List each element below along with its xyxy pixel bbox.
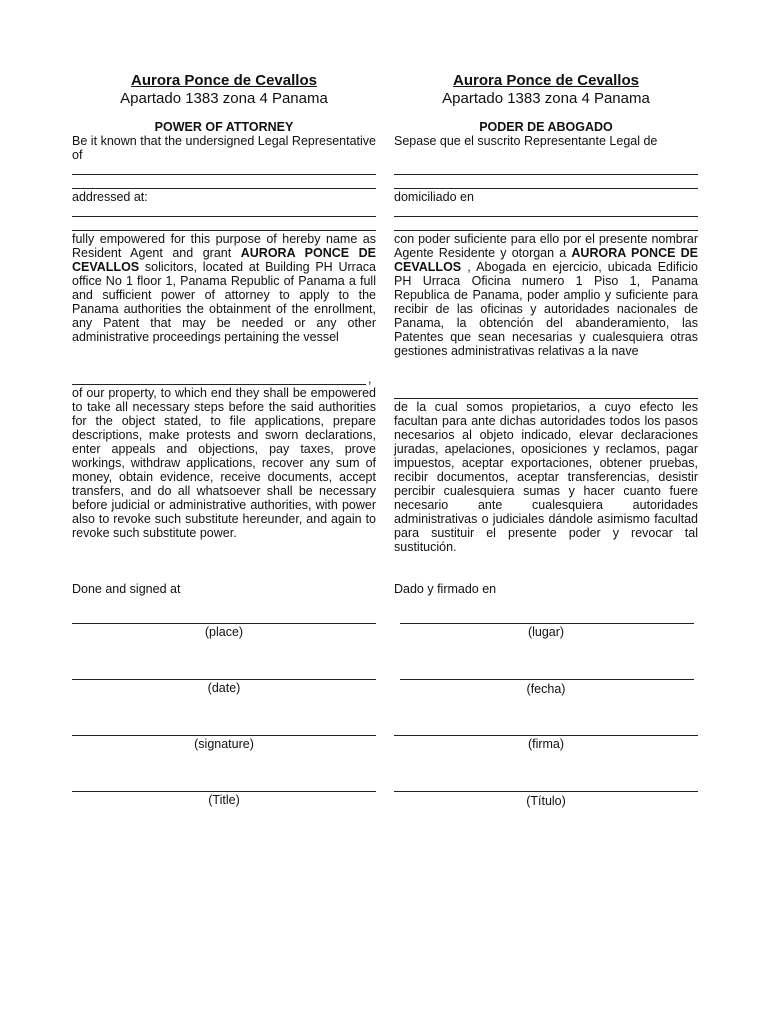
date-label: (date) [207, 681, 241, 695]
date-line [72, 679, 376, 680]
signature-label: (signature) [194, 737, 254, 751]
place-line-es [400, 623, 694, 624]
date-line-es [400, 679, 694, 680]
agent-name-es: AURORA PONCE DE CEVALLOS [394, 246, 698, 274]
place-line [72, 623, 376, 624]
document-title-es: PODER DE ABOGADO [479, 120, 613, 134]
blank-line-vessel-es [394, 398, 698, 399]
blank-line-address-es-2 [394, 230, 698, 231]
blank-line-address-es [394, 216, 698, 217]
body-paragraph-2-es: de la cual somos propietarios, a cuyo efecto les facultan para ante dichas autoridades todos los pasos necesarios al objeto indicado, elevar declaraciones juradas, apelaciones, oposiciones y reclamos, pagar impuestos, aceptar exportaciones, obtener pruebas, recibir documentos, aceptar transferencias, desistir percibir cualesquiera sumas y hacer cuanto fuere necesario ante cualesquiera autoridades administrativas o judiciales dándole asimismo facultad para sustituir el presente poder y revocar tal sustitución. [394, 400, 698, 554]
blank-line-company-es-2 [394, 188, 698, 189]
signature-line-es [394, 735, 698, 736]
letterhead-address-es: Apartado 1383 zona 4 Panama [442, 90, 650, 107]
document-title: POWER OF ATTORNEY [154, 120, 294, 134]
title-line-es [394, 791, 698, 792]
letterhead-name: Aurora Ponce de Cevallos [131, 72, 317, 89]
date-label-es: (fecha) [526, 682, 566, 696]
body-paragraph-2: of our property, to which end they shall be empowered to take all necessary steps before the said authorities for the object stated, to file applications, prepare descriptions, make protests and sworn declarations, enter appeals and objections, pay taxes, prove workings, withdraw applications, recover any sum of money, obtain evidence, receive documents, accept transfers, and do all whatsoever shall be necessary before judicial or administrative authorities, with power also to revoke such substitute hereunder, and again to revoke such substitute power. [72, 386, 376, 540]
body-text-b: solicitors, located at Building PH Urraca office No 1 floor 1, Panama Republic of Panama a full and sufficient power of attorney to apply to the Panama authorities the obtainment of the enrollment, any Patent that may be needed or any other administrative proceedings pertaining the vessel [72, 260, 376, 344]
done-signed-text-es: Dado y firmado en [394, 582, 497, 596]
body-text-a: fully empowered for this purpose of hereby name as Resident Agent and grant [72, 232, 376, 260]
signature-label-es: (firma) [527, 737, 565, 751]
blank-line-vessel [72, 384, 366, 385]
letterhead-name-es: Aurora Ponce de Cevallos [453, 72, 639, 89]
place-label: (place) [204, 625, 244, 639]
body-text-a-es: con poder suficiente para ello por el presente nombrar Agente Residente y otorgan a [394, 232, 698, 260]
done-signed-text: Done and signed at [72, 582, 181, 596]
title-label-es: (Título) [526, 794, 566, 808]
blank-line-address [72, 216, 376, 217]
title-label: (Title) [208, 793, 240, 807]
letterhead-address: Apartado 1383 zona 4 Panama [120, 90, 328, 107]
intro-text: Be it known that the undersigned Legal Representative of [72, 134, 376, 162]
body-paragraph-1 [72, 232, 376, 344]
signature-line [72, 735, 376, 736]
vessel-comma: , [368, 372, 372, 386]
blank-line-company [72, 174, 376, 175]
addressed-at-label: addressed at: [72, 190, 148, 204]
blank-line-company-es [394, 174, 698, 175]
intro-text-es: Sepase que el suscrito Representante Legal de [394, 134, 658, 148]
blank-line-address-2 [72, 230, 376, 231]
place-label-es: (lugar) [527, 625, 565, 639]
agent-name: AURORA PONCE DE CEVALLOS [72, 246, 376, 274]
body-paragraph-1-es [394, 232, 698, 358]
addressed-at-label-es: domiciliado en [394, 190, 474, 204]
blank-line-company-2 [72, 188, 376, 189]
title-line [72, 791, 376, 792]
body-text-b-es: , Abogada en ejercicio, ubicada Edificio PH Urraca Oficina numero 1 Piso 1, Panama Republica de Panama, poder amplio y suficiente para recibir de las oficinas y autoridades nacionales de Panama, la obtención del abanderamiento, las Patentes que sean necesarias y cualesquiera otras gestiones administrativas relativas a la nave [394, 260, 698, 358]
